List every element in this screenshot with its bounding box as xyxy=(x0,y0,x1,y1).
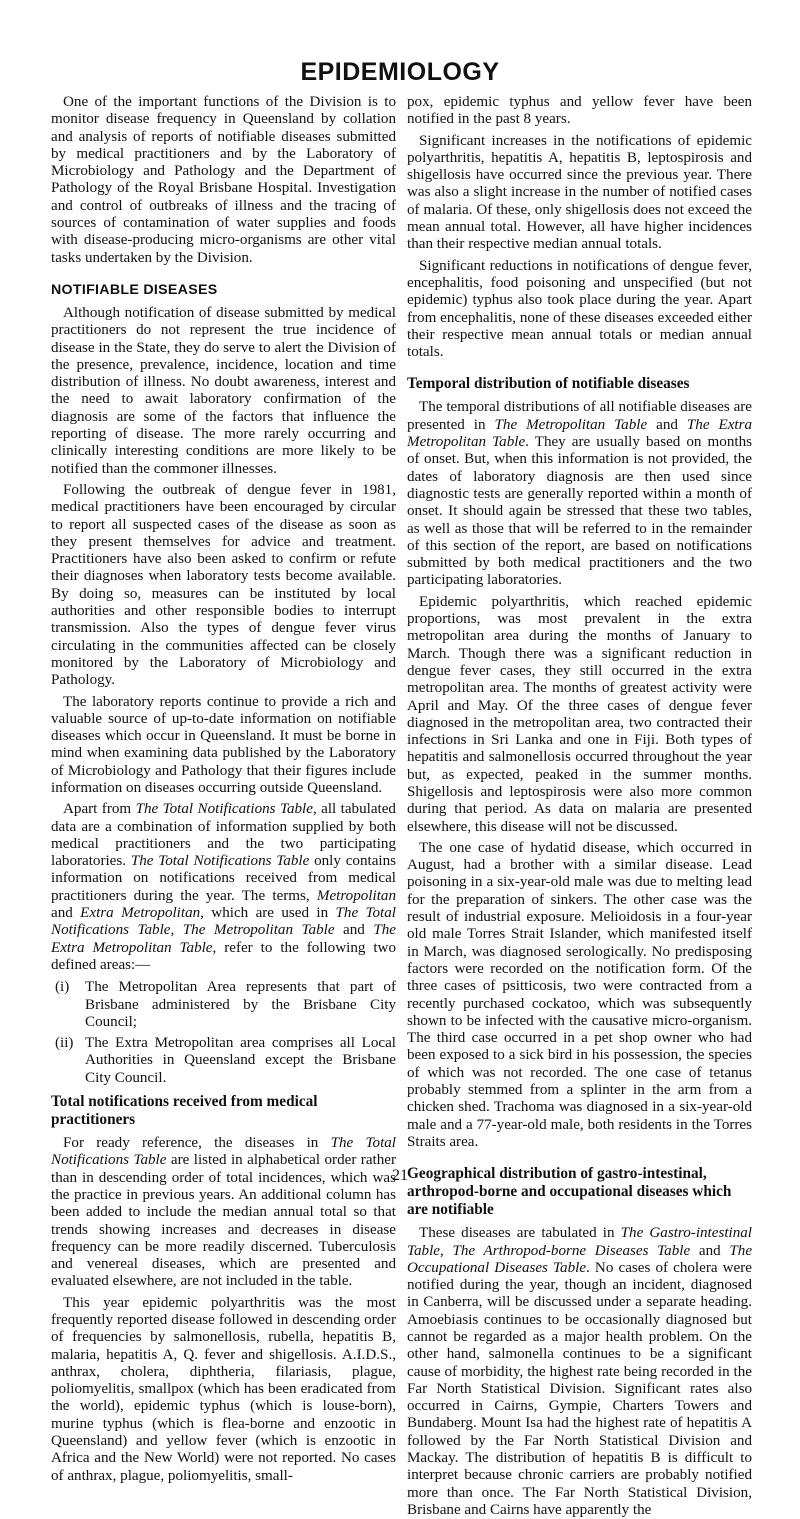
text: only contains information on notifications received from medical practitioners during the year. The terms, xyxy=(51,853,397,904)
list-item-number: (ii) xyxy=(55,1035,74,1052)
text: , refer to the following two defined areas:— xyxy=(51,939,396,973)
paragraph: Significant reductions in notifications of dengue fever, encephalitis, food poisoning and unspecified (but not epidemic) typhus also took place during the year. Apart from encephalitis, none of these diseases exceeded either their respective mean annual totals or median annual totals. xyxy=(407,257,752,361)
table-reference: The Total Notifications Table xyxy=(130,853,310,870)
section-heading-total-notifications: Total notifications received from medical practitioners xyxy=(51,1093,318,1129)
paragraph xyxy=(407,399,752,589)
defined-areas-list xyxy=(51,979,396,1087)
paragraph: Although notification of disease submitted by medical practitioners do not represent the true incidence of disease in the State, they do serve to alert the Division of the presence, prevalence, incidence, location and time distribution of illness. No doubt awareness, interest and the need to await laboratory confirmation of the diagnosis are some of the factors that influence the reporting of disease. The more rarely occurring and clinically interesting conditions are more likely to be notified than the commoner illnesses. xyxy=(51,304,396,477)
table-reference: The Total Notifications Table xyxy=(135,801,313,818)
text: and xyxy=(51,905,81,922)
page-number: 21 xyxy=(392,1167,408,1184)
section-heading-temporal-distribution: Temporal distribution of notifiable diseases xyxy=(407,375,690,393)
table-reference: The Total Notifications Table xyxy=(51,1135,397,1169)
paragraph: One of the important functions of the Division is to monitor disease frequency in Queensland by collation and analysis of reports of notifiable diseases submitted by medical practitioners and by the Laboratory of Microbiology and Pathology and the Department of Pathology of the Royal Brisbane Hospital. Investigation and control of outbreaks of illness and the tracing of sources of contamination of water supplies and foods with disease-producing micro-organisms are other vital tasks undertaken by the Division. xyxy=(51,94,396,266)
text: , which are used in xyxy=(200,905,336,922)
text: and xyxy=(647,416,687,433)
table-reference: The Total Notifications Table, The Metropolitan Table xyxy=(51,905,396,939)
section-heading-notifiable-diseases: NOTIFIABLE DISEASES xyxy=(51,281,218,298)
paragraph xyxy=(51,801,396,974)
paragraph: Significant increases in the notifications of epidemic polyarthritis, hepatitis A, hepatitis B, leptospirosis and shigellosis have occurred since the previous year. There was also a slight increase in the number of notified cases of malaria. Of these, only shigellosis does not exceed the mean annual total. However, all have higher incidences than their respective median annual totals. xyxy=(407,132,752,253)
text: and xyxy=(690,1242,730,1259)
paragraph xyxy=(51,1135,396,1291)
list-item-number: (i) xyxy=(55,979,70,996)
text: , all tabulated data are a combination of information supplied by both medical practitioners and the two participating laboratories. xyxy=(51,801,396,870)
table-reference: The Occupational Diseases Table xyxy=(407,1242,753,1276)
paragraph xyxy=(407,1225,752,1519)
list-item-text: The Metropolitan Area represents that part of Brisbane administered by the Brisbane City Council; xyxy=(85,979,396,1030)
paragraph: The laboratory reports continue to provide a rich and valuable source of up-to-date information on notifiable diseases which occur in Queensland. It must be borne in mind when examining data published by the Laboratory of Microbiology and Pathology that their figures include information on diseases occurring outside Queensland. xyxy=(51,693,396,796)
text: and xyxy=(334,922,374,939)
table-reference: The Metropolitan Table xyxy=(494,416,648,433)
term: Metropolitan xyxy=(316,887,396,904)
text: . They are usually based on months of onset. But, when this information is not provided, the dates of laboratory diagnosis are then used since diagnostic tests are generally reported within a month of onset. It should again be stressed that these two tables, as well as those that will be referred to in the remainder of this section of the report, are based on notifications submitted by both medical practitioners and the two participating laboratories. xyxy=(407,434,752,589)
table-reference: The Extra Metropolitan Table xyxy=(407,416,753,451)
left-column xyxy=(51,94,396,1485)
section-heading-geographical-distribution: Geographical distribution of gastro-intestinal, arthropod-borne and occupational diseases which are notifiable xyxy=(407,1165,732,1219)
page-title: EPIDEMIOLOGY xyxy=(300,58,500,86)
text: . No cases of cholera were notified during the year, though an incident, diagnosed in Canberra, will be discussed under a separate heading. Amoebiasis continues to be occasionally diagnosed but cannot be regarded as a major health problem. On the other hand, salmonella continues to be a significant cause of morbidity, the highest rate being recorded in the Far North Statistical Division. Significant rates also occurred in Cairns, Gympie, Charters Towers and Bundaberg. Mount Isa had the highest rate of hepatitis A followed by the Far North Statistical Division and Mackay. The distribution of hepatitis B is difficult to interpret because chronic carriers are probably notified more than once. The Far North Statistical Division, Brisbane and Cairns have apparently the xyxy=(407,1259,752,1518)
paragraph: pox, epidemic typhus and yellow fever have been notified in the past 8 years. xyxy=(407,94,752,128)
paragraph: Epidemic polyarthritis, which reached epidemic proportions, was most prevalent in the extra metropolitan area during the months of January to March. Though there was a significant reduction in dengue fever cases, they still occurred in the extra metropolitan area. The months of greatest activity were April and May. Of the three cases of dengue fever diagnosed in the metropolitan area, two contracted their infections in Sri Lanka and one in Fiji. Both types of hepatitis and salmonellosis occurred throughout the year but, as expected, peaked in the summer months. Shigellosis and leptospirosis were also more common during that period. As data on malaria are presented elsewhere, this disease will not be discussed. xyxy=(407,593,752,835)
paragraph: The one case of hydatid disease, which occurred in August, had a brother with a similar disease. Lead poisoning in a six-year-old male was due to melting lead for the preparation of sinkers. The other case was the result of industrial exposure. Melioidosis in a four-year old male Torres Strait Islander, which manifested itself in March, was diagnosed serologically. No predisposing factors were recorded on the notification form. Of the three cases of psitticosis, two were contracted from a recently purchased cockatoo, which was subsequently shown to be infected with the causative micro-organism. The third case occurred in a pet shop owner who had been exposed to a sick bird in his possession, the species of which was not recorded. The one case of tetanus probably stemmed from a splinter in the arm from a chicken shed. Trachoma was diagnosed in a six-year-old male and a 77-year-old male, both residents in the Torres Straits area. xyxy=(407,839,752,1150)
list-item-text: The Extra Metropolitan area comprises all Local Authorities in Queensland except the Brisbane City Council. xyxy=(85,1035,396,1086)
text: These diseases are tabulated in xyxy=(419,1225,621,1242)
list-item xyxy=(51,1035,396,1087)
table-reference: The Extra Metropolitan Table xyxy=(51,922,396,956)
text: The temporal distributions of all notifiable diseases are presented in xyxy=(407,399,752,433)
list-item xyxy=(51,979,396,1031)
paragraph: Following the outbreak of dengue fever in 1981, medical practitioners have been encouraged by circular to report all suspected cases of the disease as soon as they present themselves for advice and treatment. Practitioners have also been asked to confirm or refute their diagnoses when laboratory tests become available. By doing so, measures can be instituted by local authorities and other responsible bodies to interrupt transmission. Also the types of dengue fever virus circulating in the communities affected can be closely monitored by the Laboratory of Microbiology and Pathology. xyxy=(51,481,396,689)
text: For ready reference, the diseases in xyxy=(63,1135,331,1152)
table-reference: The Gastro-intestinal Table, The Arthropod-borne Diseases Table xyxy=(407,1225,752,1259)
text: Apart from xyxy=(63,801,136,818)
right-column xyxy=(407,94,752,1519)
paragraph: This year epidemic polyarthritis was the most frequently reported disease followed in descending order of frequencies by salmonellosis, rubella, hepatitis B, malaria, hepatitis A, Q. fever and shigellosis. A.I.D.S., anthrax, cholera, diphtheria, filariasis, plague, poliomyelitis, smallpox (which has been eradicated from the world), epidemic typhus (which is louse-born), murine typhus (which is flea-borne and enzootic in Queensland) and yellow fever (which is enzootic in Africa and the New World) were not reported. No cases of anthrax, plague, poliomyelitis, small- xyxy=(51,1294,396,1484)
text: are listed in alphabetical order rather than in descending order of total incidences, which was the practice in previous years. An additional column has been added to include the median annual total so that trends showing increases and decreases in disease frequency can be more readily discerned. Tuberculosis and venereal diseases, which are presented and evaluated elsewhere, are not included in the table. xyxy=(51,1152,396,1290)
term: Extra Metropolitan xyxy=(80,905,201,922)
